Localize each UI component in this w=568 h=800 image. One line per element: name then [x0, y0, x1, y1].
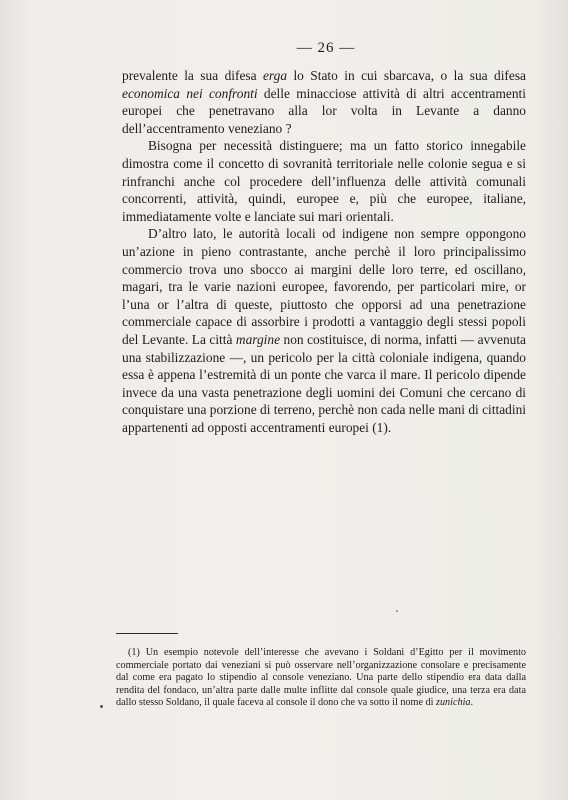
text-run: lo Stato in cui sbarcava, o la sua difesa [287, 68, 526, 83]
text-run: prevalente la sua difesa [122, 68, 263, 83]
footnote [116, 647, 526, 710]
footnote-text [116, 647, 526, 710]
paragraph-2 [122, 137, 526, 225]
text-run: . [470, 697, 474, 709]
text-run: delle minacciose attività di altri accentramenti europei che penetravano alla lor volta in Levante a danno dell’accentramento veneziano ? [122, 85, 526, 136]
text-run: (1) Un esempio notevole dell’interesse che avevano i Soldani d’Egitto per il movimento commerciale portato dai veneziani si può osservare nell’organizzazione consolare e precisamente dal come era pagato lo stipendio al console veneziano. Una parte dello stipendio era data dalla rendita del fondaco, un’altra parte dalle multe inflitte dal console quale giudice, una terza era data dallo stesso Soldano, il quale faceva al console il dono che va sotto il nome di [116, 647, 526, 709]
italic-text-run: economica nei confronti [122, 85, 258, 101]
italic-text-run: zunichia [436, 697, 471, 709]
paragraph-3 [122, 225, 526, 436]
footnote-divider [116, 633, 178, 634]
italic-text-run: margine [235, 331, 281, 347]
paper-speck [396, 610, 398, 612]
italic-text-run: erga [262, 68, 288, 83]
paper-speck [100, 705, 103, 708]
text-run: Bisogna per necessità distinguere; ma un fatto storico innegabile dimostra come il concetto di sovranità territoriale nelle colonie segua e si rinfranchi anche col procedere dell’influenza delle attività comunali concorrenti, attività, quindi, europee e, più che europee, italiane, immediatamente volte e lanciate sui mari orientali. [122, 138, 526, 224]
text-run: non costituisce, di norma, infatti — avvenuta una stabilizzazione —, un pericolo per la città coloniale indigena, quando essa è appena l’estremità di un ponte che varca il mare. Il pericolo dipende invece da una vasta penetrazione degli uomini dei Comuni che cercano di conquistare una porzione di terreno, perchè non cada nelle mani di cittadini appartenenti ad opposti accentramenti europei (1). [122, 331, 526, 435]
page-number: — 26 — [296, 40, 356, 56]
main-text [122, 67, 526, 436]
paragraph-1 [122, 67, 526, 137]
text-run: D’altro lato, le autorità locali od indigene non sempre oppongono un’azione in pieno contrastante, anche perchè il loro principalissimo commercio trova uno sbocco ai margini delle loro terre, ed oscillano, magari, tra le varie nazioni europee, favorendo, per particolari mire, or l’una or l’altra di queste, piuttosto che opporsi ad una penetrazione commerciale capace di assorbire i prodotti a vantaggio degli stessi popoli del Levante. La città [122, 226, 526, 347]
